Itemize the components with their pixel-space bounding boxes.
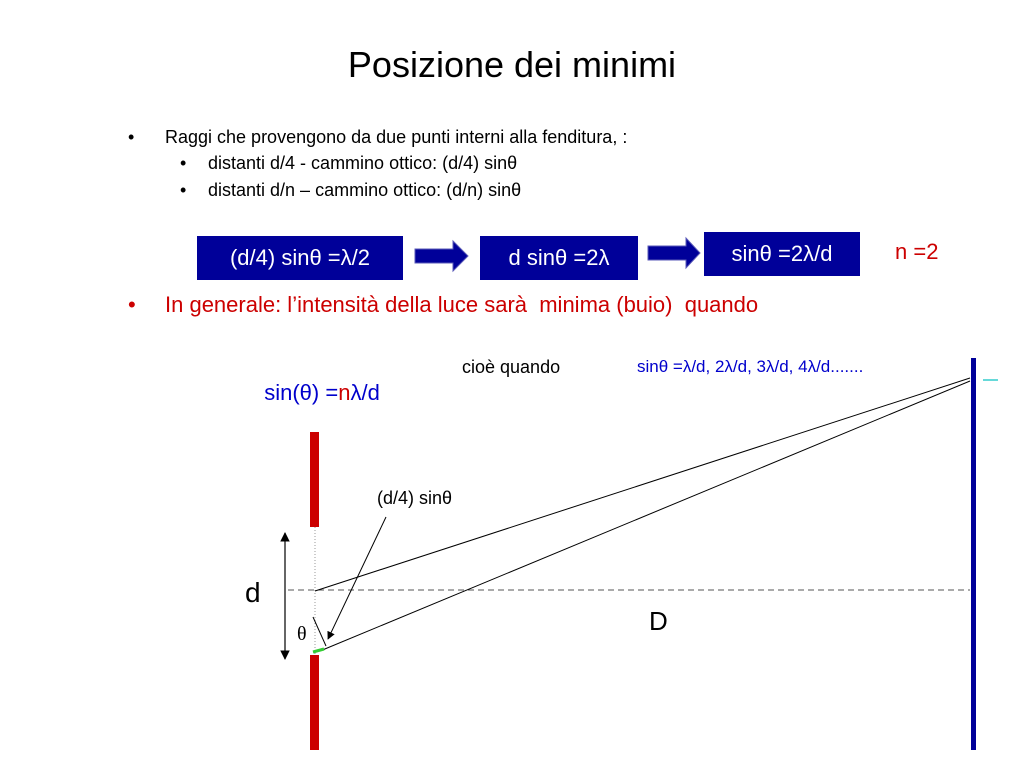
general-statement: In generale: l’intensità della luce sarà minima (buio) quando	[165, 292, 759, 317]
bullet-marker: •	[128, 127, 135, 147]
page-title: Posizione dei minimi	[347, 44, 677, 85]
path-difference-label: (d/4) sinθ	[377, 488, 453, 508]
minima-series: sinθ =λ/d, 2λ/d, 3λ/d, 4λ/d.......	[637, 357, 864, 376]
step-box-two-lambda	[480, 236, 638, 280]
step-box-text: d sinθ =2λ	[508, 245, 610, 270]
screen	[971, 358, 976, 750]
angle-label: θ	[297, 623, 307, 645]
ray-lower	[320, 381, 970, 651]
n-value-label: n =2	[895, 239, 939, 264]
sub-bullet-marker: •	[180, 180, 187, 200]
path-difference-segment	[313, 649, 324, 652]
slit-barrier-top	[310, 432, 319, 527]
formula-suffix: λ/d	[350, 380, 380, 405]
step-box-text: sinθ =2λ/d	[731, 241, 833, 266]
formula-n: n	[338, 380, 351, 405]
step-box-result	[704, 232, 860, 276]
step-box-half-wavelength	[197, 236, 403, 280]
slit-barrier-bottom	[310, 655, 319, 750]
cioe-label: cioè quando	[462, 357, 561, 377]
sub-bullet-marker: •	[180, 153, 187, 173]
right-arrow-icon	[415, 241, 468, 271]
step-box-text: (d/4) sinθ =λ/2	[229, 245, 370, 270]
bullet-marker: •	[128, 292, 136, 317]
right-arrow-icon	[648, 238, 700, 268]
formula-prefix: sin(θ) =	[264, 380, 339, 405]
slit-width-label: d	[245, 577, 261, 608]
bullet-main-text: Raggi che provengono da due punti interni alla fenditura, :	[165, 127, 628, 147]
sub-bullet-text: distanti d/n – cammino ottico: (d/n) sinθ	[208, 180, 522, 200]
distance-label: D	[649, 606, 668, 636]
ray-upper	[315, 378, 970, 591]
minimum-condition-formula	[252, 354, 380, 406]
sub-bullet-text: distanti d/4 - cammino ottico: (d/4) sinθ	[208, 153, 518, 173]
path-label-pointer	[328, 517, 386, 639]
